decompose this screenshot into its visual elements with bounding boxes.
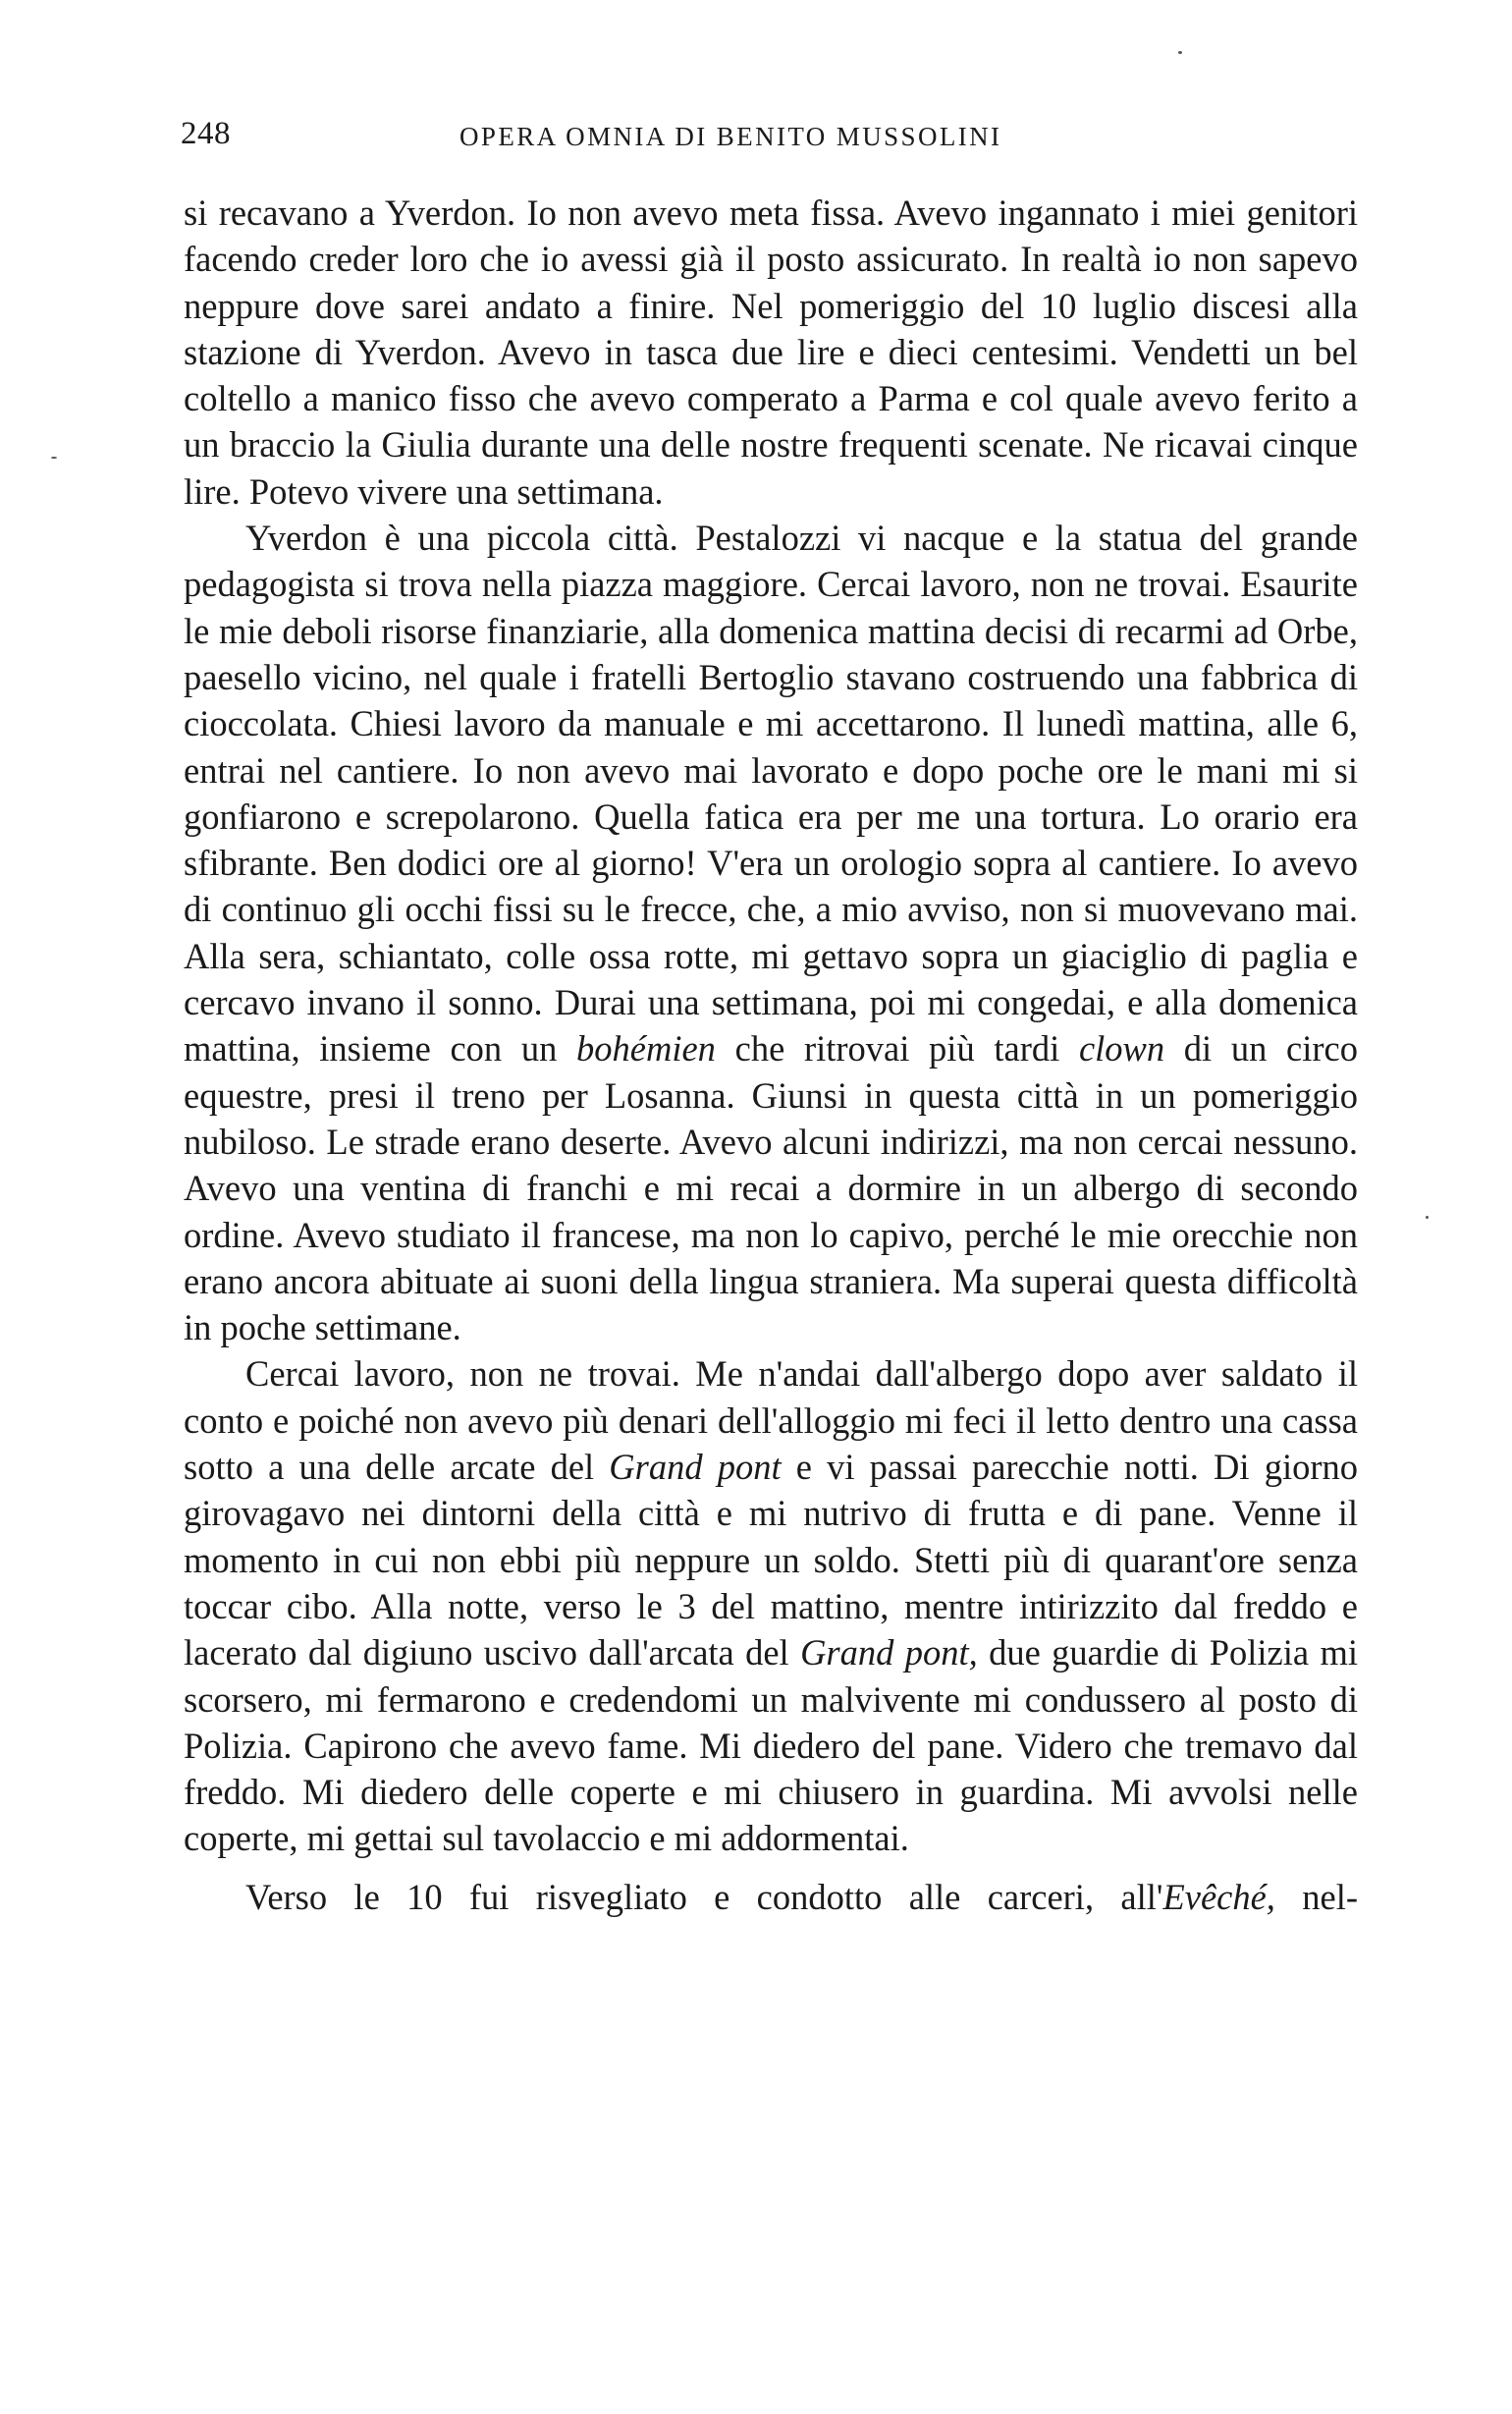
text-run: due guardie di Polizia mi scorsero, mi fermarono e credendomi un malvivente mi condussero al posto di Polizia. Capirono che avevo fame. Mi diedero del pane. Videro che tremavo dal freddo. Mi diedero delle coperte e mi chiusero in guardina. Mi avvolsi nelle coperte, mi gettai sul tavolaccio e mi addormentai. [184,1632,1358,1859]
text-run: si recavano a Yverdon. Io non avevo meta fissa. Avevo ingannato i miei genitori facendo creder loro che io avessi già il posto assicurato. In realtà io non sapevo neppure dove sarei andato a finire. Nel pomeriggio del 10 luglio discesi alla stazione di Yverdon. Avevo in tasca due lire e dieci centesimi. Vendetti un bel coltello a manico fisso che avevo comperato a Parma e col quale avevo ferito a un braccio la Giulia durante una delle nostre frequenti scenate. Ne ricavai cinque lire. Potevo vivere una settimana. [184,192,1358,512]
text-run: e vi passai parecchie notti. Di giorno girovagavo nei dintorni della città e mi nutrivo di frutta e di pane. Venne il momento in cui non ebbi più neppure un soldo. Stetti più di quarant'ore senza toccar cibo. Alla notte, verso le 3 del mattino, mentre intirizzito dal freddo e lacerato dal digiuno uscivo dall'arcata del [184,1447,1358,1673]
italic-term: Grand pont [609,1447,782,1488]
text-run: Cercai lavoro, non ne trovai. Me n'andai dall'albergo dopo aver saldato il conto e poiché non avevo più denari dell'alloggio mi feci il letto dentro una cassa sotto a una delle arcate del [184,1353,1358,1488]
scan-speck [1178,51,1182,54]
text-run: di un circo equestre, presi il treno per Losanna. Giunsi in questa città in un pomeriggio nubiloso. Le strade erano deserte. Avevo alcuni indirizzi, ma non cercai nessuno. Avevo una ventina di franchi e mi recai a dormire in un albergo di secondo ordine. Avevo studiato il francese, ma non lo capivo, perché le mie orecchie non erano ancora abituate ai suoni della lingua straniera. Ma superai questa difficoltà in poche settimane. [184,1028,1358,1348]
text-run: Verso le 10 fui risvegliato e condotto alle carceri, all' [245,1876,1163,1917]
italic-term: Evêché, [1162,1876,1275,1917]
paragraph-3 [184,1350,1358,1861]
text-run: Yverdon è una piccola città. Pestalozzi vi nacque e la statua del grande pedagogista si trova nella piazza maggiore. Cercai lavoro, non ne trovai. Esaurite le mie deboli risorse finanziarie, alla domenica mattina decisi di recarmi ad Orbe, paesello vicino, nel quale i fratelli Bertoglio stavano costruendo una fabbrica di cioccolata. Chiesi lavoro da manuale e mi accettarono. Il lunedì mattina, alle 6, entrai nel cantiere. Io non avevo mai lavorato e dopo poche ore le mani mi si gonfiarono e screpolarono. Quella fatica era per me una tortura. Lo orario era sfibrante. Ben dodici ore al giorno! V'era un orologio sopra al cantiere. Io avevo di continuo gli occhi fissi su le frecce, che, a mio avviso, non si muovevano mai. Alla sera, schiantato, colle ossa rotte, mi gettavo sopra un giaciglio di paglia e cercavo invano il sonno. Durai una settimana, poi mi congedai, e alla domenica mattina, insieme con un [184,518,1358,1070]
text-run: che ritrovai più tardi [715,1028,1079,1070]
paragraph-2 [184,515,1358,1350]
paragraph-1 [184,190,1358,515]
body-text [184,190,1358,1920]
paragraph-4 [184,1874,1358,1920]
scan-speck [1426,1216,1429,1219]
italic-term: bohémien [576,1028,716,1070]
italic-term: Grand pont, [800,1632,978,1673]
italic-term: clown [1078,1028,1165,1070]
page-number: 248 [181,116,231,151]
running-title: OPERA OMNIA DI BENITO MUSSOLINI [459,122,1002,151]
text-run: nel- [1274,1876,1358,1917]
scan-speck [51,457,57,459]
